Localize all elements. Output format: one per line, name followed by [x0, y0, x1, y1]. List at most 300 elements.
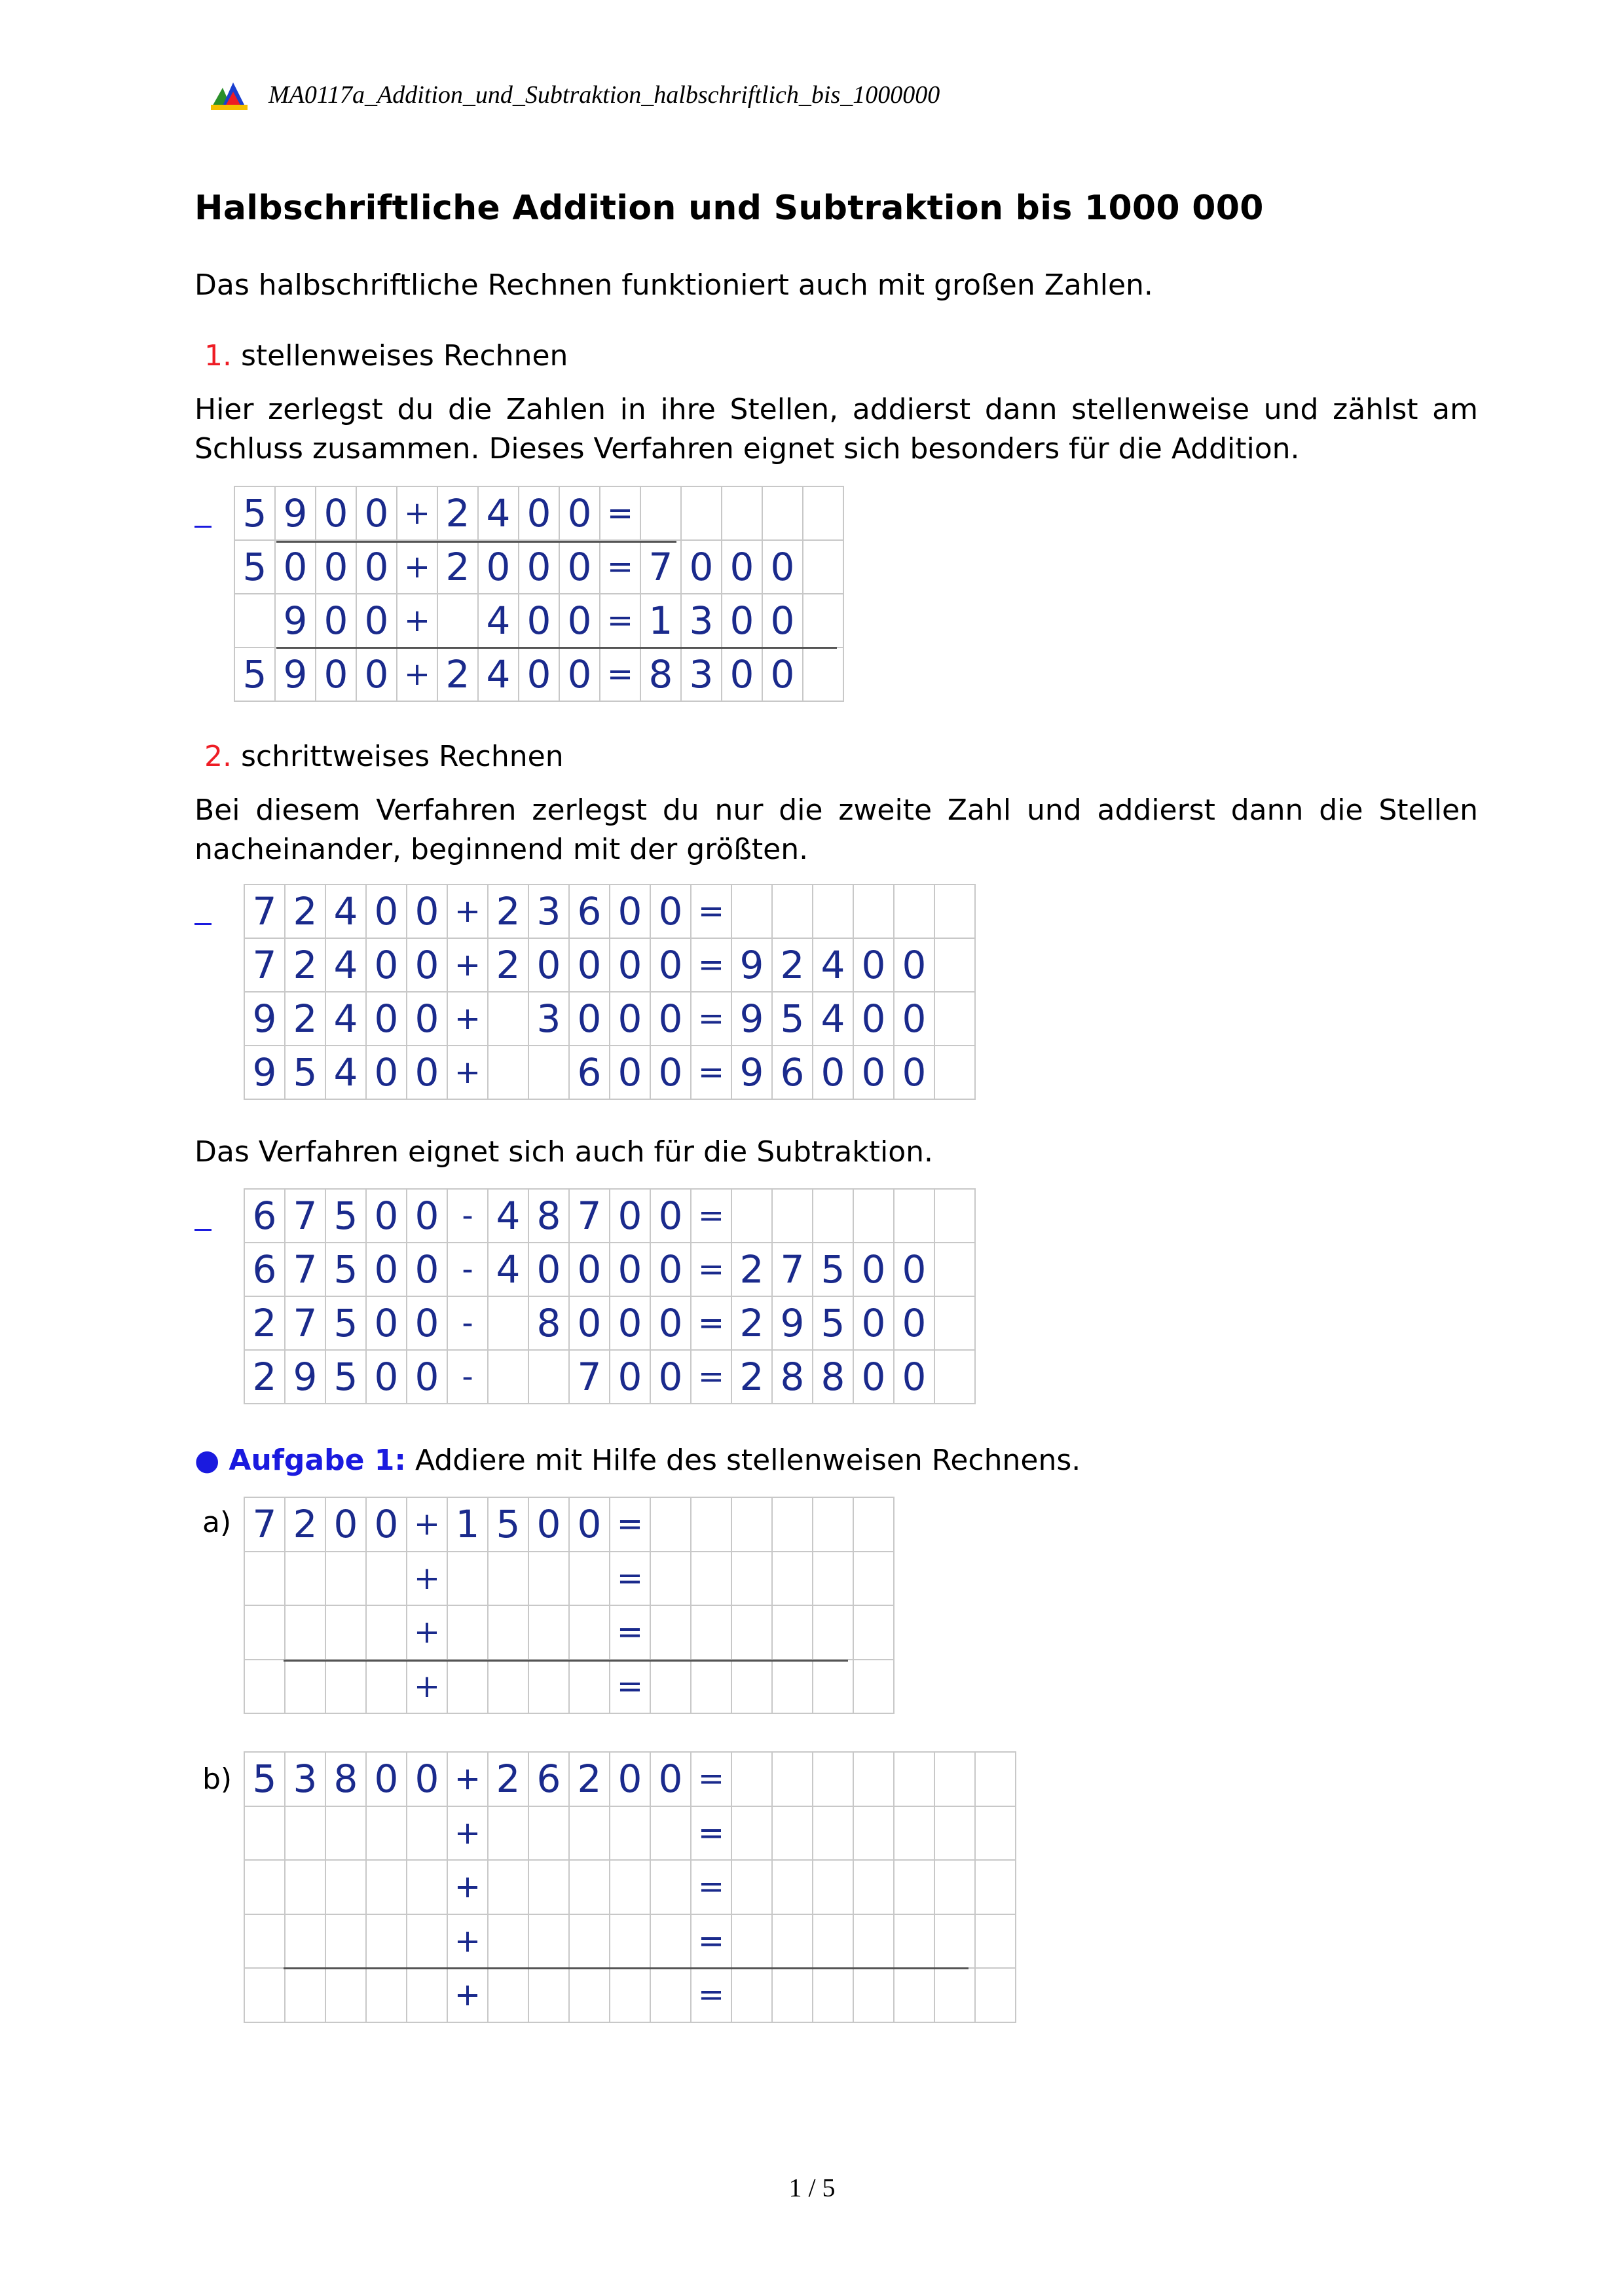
grid-cell-empty[interactable] — [731, 1660, 772, 1714]
grid-cell: 0 — [681, 540, 722, 594]
grid-cell: 0 — [325, 1497, 366, 1552]
grid-cell-empty[interactable] — [650, 1552, 691, 1606]
grid-cell-empty[interactable] — [894, 1914, 934, 1969]
grid-cell-empty[interactable] — [447, 1552, 488, 1606]
grid-cell-empty[interactable] — [853, 1752, 894, 1806]
grid-row — [244, 1860, 1016, 1914]
grid-cell: 0 — [316, 594, 356, 647]
section-1-title: stellenweises Rechnen — [240, 339, 568, 373]
grid-cell: 1 — [640, 594, 681, 647]
grid-cell-empty[interactable] — [488, 1860, 528, 1914]
grid-cell: 3 — [681, 647, 722, 701]
grid-cell-empty — [234, 594, 275, 647]
grid-cell: 6 — [244, 1189, 285, 1243]
grid-cell: 8 — [528, 1296, 569, 1350]
grid-cell-empty[interactable] — [610, 1860, 650, 1914]
section-2-heading — [204, 737, 564, 776]
section-1-text-line-1: Hier zerlegst du die Zahlen in ihre Stellen, addierst dann stellenweise und zählst am — [194, 393, 1478, 426]
grid-cell-empty[interactable] — [731, 1497, 772, 1552]
grid-cell-empty[interactable] — [731, 1860, 772, 1914]
grid-cell: 2 — [731, 1296, 772, 1350]
grid-cell-empty[interactable] — [244, 1806, 285, 1861]
grid-cell: - — [447, 1243, 488, 1296]
grid-cell-empty[interactable] — [934, 1806, 975, 1861]
grid-cell: 4 — [325, 992, 366, 1046]
grid-cell-empty[interactable] — [407, 1968, 447, 2022]
aufgabe-1-text: Addiere mit Hilfe des stellenweisen Rechnens. — [415, 1444, 1081, 1477]
grid-cell-empty[interactable] — [488, 1914, 528, 1969]
grid-cell: + — [407, 1552, 447, 1606]
grid-cell: 0 — [407, 938, 447, 992]
grid-cell-empty[interactable] — [894, 1968, 934, 2022]
grid-cell-empty — [813, 884, 853, 938]
grid-cell-empty[interactable] — [772, 1806, 813, 1861]
grid-cell: = — [691, 884, 731, 938]
grid-cell: = — [691, 992, 731, 1046]
grid-cell-empty[interactable] — [772, 1552, 813, 1606]
grid-cell-empty[interactable] — [853, 1660, 894, 1714]
grid-cell-empty[interactable] — [407, 1860, 447, 1914]
grid-cell-empty[interactable] — [447, 1660, 488, 1714]
grid-cell-empty — [731, 884, 772, 938]
grid-cell: = — [610, 1605, 650, 1660]
grid-cell: 0 — [519, 486, 559, 540]
grid-cell-empty[interactable] — [285, 1552, 325, 1606]
aufgabe-1-instruction — [194, 1441, 1478, 1480]
grid-cell: 8 — [813, 1350, 853, 1404]
grid-cell-empty[interactable] — [650, 1968, 691, 2022]
grid-cell-empty[interactable] — [366, 1860, 407, 1914]
grid-cell-empty[interactable] — [244, 1968, 285, 2022]
margin-marker — [194, 923, 212, 925]
grid-cell-empty[interactable] — [285, 1860, 325, 1914]
grid-cell: 0 — [366, 1189, 407, 1243]
grid-cell-empty[interactable] — [325, 1806, 366, 1861]
grid-cell-empty[interactable] — [488, 1660, 528, 1714]
grid-cell-empty[interactable] — [488, 1968, 528, 2022]
grid-cell: 0 — [569, 1497, 610, 1552]
grid-cell: + — [447, 1806, 488, 1861]
grid-cell-empty — [803, 486, 843, 540]
grid-cell: 0 — [650, 1752, 691, 1806]
separator-line — [276, 541, 676, 543]
grid-cell: 0 — [853, 1046, 894, 1099]
grid-cell-empty[interactable] — [772, 1752, 813, 1806]
grid-table — [244, 1188, 976, 1404]
grid-cell: 4 — [488, 1189, 528, 1243]
grid-cell: + — [447, 938, 488, 992]
grid-cell-empty — [488, 992, 528, 1046]
grid-cell-empty[interactable] — [488, 1552, 528, 1606]
grid-cell: 0 — [316, 647, 356, 701]
grid-cell: 9 — [244, 1046, 285, 1099]
grid-cell-empty[interactable] — [813, 1860, 853, 1914]
grid-cell-empty[interactable] — [975, 1806, 1016, 1861]
grid-cell: = — [691, 1189, 731, 1243]
grid-cell-empty[interactable] — [894, 1752, 934, 1806]
grid-cell: 6 — [772, 1046, 813, 1099]
grid-cell: + — [447, 1914, 488, 1969]
grid-cell-empty — [894, 884, 934, 938]
grid-cell: 0 — [528, 1497, 569, 1552]
grid-cell-empty[interactable] — [975, 1914, 1016, 1969]
grid-cell-empty[interactable] — [366, 1552, 407, 1606]
grid-cell: 0 — [407, 884, 447, 938]
grid-cell-empty[interactable] — [731, 1914, 772, 1969]
grid-cell-empty[interactable] — [244, 1660, 285, 1714]
grid-cell-empty[interactable] — [975, 1968, 1016, 2022]
grid-cell: 6 — [528, 1752, 569, 1806]
grid-cell-empty[interactable] — [772, 1968, 813, 2022]
grid-cell: = — [691, 1243, 731, 1296]
grid-cell: 4 — [325, 938, 366, 992]
subtraction-note: Das Verfahren eignet sich auch für die Subtraktion. — [194, 1135, 934, 1169]
grid-cell: 0 — [762, 540, 803, 594]
grid-cell-empty[interactable] — [894, 1860, 934, 1914]
grid-cell-empty[interactable] — [853, 1914, 894, 1969]
grid-cell: 5 — [234, 540, 275, 594]
grid-cell: 0 — [366, 1243, 407, 1296]
grid-cell-empty — [488, 1296, 528, 1350]
intro-text: Das halbschriftliche Rechnen funktioniert auch mit großen Zahlen. — [194, 268, 1153, 302]
grid-cell-empty — [803, 540, 843, 594]
grid-cell: 0 — [366, 1296, 407, 1350]
grid-cell-empty[interactable] — [366, 1605, 407, 1660]
grid-cell: 0 — [650, 992, 691, 1046]
grid-cell-empty[interactable] — [325, 1914, 366, 1969]
grid-cell: 2 — [285, 992, 325, 1046]
grid-row — [244, 1046, 975, 1099]
exercise-a-grid[interactable] — [244, 1497, 895, 1714]
grid-cell: = — [691, 1752, 731, 1806]
grid-cell: 0 — [610, 938, 650, 992]
grid-cell-empty[interactable] — [813, 1914, 853, 1969]
grid-cell: + — [447, 1046, 488, 1099]
grid-cell-empty[interactable] — [853, 1968, 894, 2022]
grid-cell-empty[interactable] — [488, 1806, 528, 1861]
grid-cell-empty[interactable] — [366, 1660, 407, 1714]
grid-cell: 5 — [234, 647, 275, 701]
grid-cell: 4 — [813, 938, 853, 992]
grid-cell: 0 — [407, 1350, 447, 1404]
grid-cell-empty[interactable] — [325, 1552, 366, 1606]
grid-cell: 0 — [813, 1046, 853, 1099]
grid-cell: 2 — [488, 1752, 528, 1806]
grid-cell-empty[interactable] — [934, 1860, 975, 1914]
grid-cell: = — [600, 540, 640, 594]
grid-cell: 4 — [813, 992, 853, 1046]
grid-cell-empty[interactable] — [285, 1968, 325, 2022]
grid-cell: 0 — [650, 1046, 691, 1099]
bullet: ● — [194, 1444, 220, 1477]
grid-cell-empty — [528, 1046, 569, 1099]
grid-cell-empty[interactable] — [853, 1605, 894, 1660]
grid-cell-empty — [731, 1189, 772, 1243]
grid-cell-empty[interactable] — [772, 1914, 813, 1969]
grid-cell-empty[interactable] — [813, 1497, 853, 1552]
grid-cell-empty[interactable] — [813, 1806, 853, 1861]
grid-cell-empty — [934, 1350, 975, 1404]
grid-cell-empty[interactable] — [610, 1914, 650, 1969]
grid-cell-empty[interactable] — [813, 1660, 853, 1714]
exercise-b-grid[interactable] — [244, 1751, 1016, 2023]
grid-cell: 4 — [478, 647, 519, 701]
grid-cell-empty[interactable] — [244, 1860, 285, 1914]
grid-cell: 5 — [325, 1296, 366, 1350]
grid-cell-empty[interactable] — [285, 1605, 325, 1660]
grid-cell-empty[interactable] — [772, 1860, 813, 1914]
grid-cell: 0 — [356, 486, 397, 540]
grid-cell: + — [397, 486, 437, 540]
grid-cell: 0 — [407, 1296, 447, 1350]
grid-cell: - — [447, 1296, 488, 1350]
grid-cell-empty[interactable] — [731, 1752, 772, 1806]
grid-cell: 5 — [813, 1296, 853, 1350]
grid-cell-empty[interactable] — [691, 1552, 731, 1606]
grid-cell-empty[interactable] — [731, 1552, 772, 1606]
grid-cell: 6 — [244, 1243, 285, 1296]
grid-cell: 0 — [528, 938, 569, 992]
grid-cell-empty[interactable] — [650, 1806, 691, 1861]
grid-cell-empty[interactable] — [285, 1806, 325, 1861]
grid-cell-empty[interactable] — [407, 1806, 447, 1861]
section-1-text-line-2: Schluss zusammen. Dieses Verfahren eignet sich besonders für die Addition. — [194, 432, 1300, 465]
grid-cell: + — [397, 647, 437, 701]
grid-cell-empty — [772, 1189, 813, 1243]
grid-cell: 5 — [234, 486, 275, 540]
grid-cell-empty[interactable] — [488, 1605, 528, 1660]
grid-cell-empty[interactable] — [325, 1968, 366, 2022]
part-a-label: a) — [202, 1506, 232, 1539]
grid-cell: 0 — [356, 540, 397, 594]
grid-cell: 0 — [275, 540, 316, 594]
grid-row — [244, 1914, 1016, 1969]
sum-line — [284, 1660, 848, 1662]
margin-marker — [194, 526, 212, 528]
grid-cell-empty[interactable] — [813, 1752, 853, 1806]
grid-cell-empty[interactable] — [447, 1605, 488, 1660]
grid-cell: 7 — [244, 1497, 285, 1552]
grid-cell-empty[interactable] — [813, 1605, 853, 1660]
grid-cell-empty[interactable] — [528, 1968, 569, 2022]
grid-cell-empty[interactable] — [731, 1968, 772, 2022]
grid-cell: + — [397, 594, 437, 647]
grid-cell: 2 — [437, 486, 478, 540]
document-header — [208, 75, 940, 115]
grid-cell: - — [447, 1189, 488, 1243]
grid-cell-empty[interactable] — [650, 1860, 691, 1914]
grid-row — [244, 1497, 894, 1552]
logo-icon — [208, 79, 250, 111]
grid-table — [244, 884, 976, 1100]
grid-cell-empty[interactable] — [407, 1914, 447, 1969]
grid-cell-empty[interactable] — [731, 1806, 772, 1861]
grid-cell: 0 — [610, 1189, 650, 1243]
grid-cell: 4 — [325, 1046, 366, 1099]
grid-cell-empty[interactable] — [528, 1806, 569, 1861]
grid-row — [234, 486, 843, 540]
grid-cell: 7 — [285, 1243, 325, 1296]
grid-cell-empty[interactable] — [244, 1914, 285, 1969]
grid-cell-empty[interactable] — [934, 1914, 975, 1969]
grid-cell: 0 — [519, 594, 559, 647]
grid-cell: 0 — [610, 1752, 650, 1806]
grid-cell: 0 — [519, 647, 559, 701]
grid-cell: 0 — [894, 1046, 934, 1099]
grid-cell-empty[interactable] — [285, 1914, 325, 1969]
grid-cell: 0 — [722, 540, 762, 594]
grid-cell-empty[interactable] — [853, 1552, 894, 1606]
grid-cell-empty[interactable] — [325, 1660, 366, 1714]
grid-cell-empty — [803, 594, 843, 647]
grid-cell: 7 — [772, 1243, 813, 1296]
grid-cell-empty[interactable] — [853, 1860, 894, 1914]
grid-cell-empty — [934, 1189, 975, 1243]
grid-cell: 0 — [650, 938, 691, 992]
grid-cell-empty[interactable] — [528, 1914, 569, 1969]
grid-cell: + — [447, 992, 488, 1046]
grid-cell: 7 — [640, 540, 681, 594]
grid-cell: = — [610, 1552, 650, 1606]
grid-cell: 0 — [610, 1243, 650, 1296]
grid-cell-empty[interactable] — [853, 1806, 894, 1861]
file-name: MA0117a_Addition_und_Subtraktion_halbschriftlich_bis_1000000 — [268, 81, 940, 109]
grid-cell: 9 — [275, 647, 316, 701]
grid-cell-empty[interactable] — [528, 1605, 569, 1660]
grid-cell: 0 — [610, 992, 650, 1046]
grid-cell: + — [407, 1497, 447, 1552]
grid-cell-empty[interactable] — [691, 1660, 731, 1714]
grid-cell-empty — [813, 1189, 853, 1243]
grid-table — [244, 1497, 895, 1714]
grid-cell: 3 — [681, 594, 722, 647]
grid-cell-empty[interactable] — [244, 1552, 285, 1606]
grid-cell-empty — [762, 486, 803, 540]
grid-cell: = — [691, 1296, 731, 1350]
grid-cell-empty[interactable] — [569, 1968, 610, 2022]
grid-cell-empty[interactable] — [813, 1968, 853, 2022]
grid-row — [244, 1660, 894, 1714]
grid-cell: = — [691, 1914, 731, 1969]
section-2-text-line-1: Bei diesem Verfahren zerlegst du nur die zweite Zahl und addierst dann die Stellen — [194, 793, 1478, 827]
grid-cell: + — [407, 1660, 447, 1714]
grid-cell: = — [610, 1497, 650, 1552]
grid-cell: 8 — [528, 1189, 569, 1243]
grid-cell: 5 — [488, 1497, 528, 1552]
grid-cell-empty[interactable] — [366, 1914, 407, 1969]
margin-marker — [194, 1229, 212, 1231]
grid-cell-empty[interactable] — [528, 1660, 569, 1714]
grid-cell-empty[interactable] — [610, 1968, 650, 2022]
grid-cell-empty[interactable] — [731, 1605, 772, 1660]
grid-cell: 0 — [610, 1350, 650, 1404]
page-title: Halbschriftliche Addition und Subtraktion bis 1000 000 — [194, 189, 1264, 228]
grid-cell-empty[interactable] — [366, 1968, 407, 2022]
grid-cell-empty[interactable] — [528, 1552, 569, 1606]
grid-cell-empty[interactable] — [610, 1806, 650, 1861]
grid-cell-empty[interactable] — [975, 1752, 1016, 1806]
grid-cell-empty[interactable] — [934, 1752, 975, 1806]
section-2-title: schrittweises Rechnen — [240, 740, 564, 773]
grid-cell: 7 — [285, 1296, 325, 1350]
grid-cell-empty[interactable] — [650, 1605, 691, 1660]
grid-cell: 1 — [447, 1497, 488, 1552]
grid-cell-empty[interactable] — [528, 1860, 569, 1914]
grid-cell: = — [691, 1806, 731, 1861]
grid-cell: 3 — [528, 992, 569, 1046]
grid-cell-empty[interactable] — [244, 1605, 285, 1660]
grid-cell: + — [447, 1968, 488, 2022]
grid-cell: + — [407, 1605, 447, 1660]
grid-cell: 9 — [275, 594, 316, 647]
grid-cell: 0 — [650, 1296, 691, 1350]
grid-cell-empty[interactable] — [569, 1660, 610, 1714]
grid-cell: 0 — [366, 884, 407, 938]
grid-cell: 7 — [244, 884, 285, 938]
grid-cell-empty[interactable] — [325, 1605, 366, 1660]
grid-cell-empty — [681, 486, 722, 540]
grid-cell-empty[interactable] — [691, 1605, 731, 1660]
grid-cell-empty[interactable] — [975, 1860, 1016, 1914]
grid-cell-empty[interactable] — [772, 1497, 813, 1552]
grid-cell-empty[interactable] — [569, 1605, 610, 1660]
grid-cell: 2 — [437, 540, 478, 594]
grid-cell-empty[interactable] — [569, 1860, 610, 1914]
grid-cell: 0 — [610, 884, 650, 938]
grid-cell: 2 — [569, 1752, 610, 1806]
grid-cell-empty[interactable] — [366, 1806, 407, 1861]
grid-cell: 7 — [244, 938, 285, 992]
grid-cell-empty[interactable] — [650, 1660, 691, 1714]
grid-cell-empty[interactable] — [569, 1914, 610, 1969]
grid-cell-empty[interactable] — [650, 1497, 691, 1552]
grid-cell-empty[interactable] — [853, 1497, 894, 1552]
grid-cell-empty[interactable] — [934, 1968, 975, 2022]
grid-cell: 2 — [285, 884, 325, 938]
grid-cell: 0 — [853, 1350, 894, 1404]
grid-cell-empty[interactable] — [894, 1806, 934, 1861]
grid-cell: 2 — [488, 884, 528, 938]
grid-cell: 2 — [731, 1350, 772, 1404]
grid-cell: = — [600, 594, 640, 647]
grid-cell-empty — [934, 992, 975, 1046]
grid-cell: 0 — [316, 486, 356, 540]
grid-cell-empty[interactable] — [772, 1605, 813, 1660]
grid-cell-empty[interactable] — [650, 1914, 691, 1969]
grid-cell: 0 — [366, 1752, 407, 1806]
grid-cell-empty — [488, 1046, 528, 1099]
grid-cell: 6 — [569, 1046, 610, 1099]
grid-cell: 0 — [366, 1046, 407, 1099]
grid-cell-empty[interactable] — [772, 1660, 813, 1714]
grid-cell-empty[interactable] — [813, 1552, 853, 1606]
aufgabe-1-label: Aufgabe 1: — [229, 1444, 406, 1477]
grid-cell-empty[interactable] — [569, 1806, 610, 1861]
grid-cell: 4 — [478, 594, 519, 647]
grid-cell-empty[interactable] — [325, 1860, 366, 1914]
grid-cell: 4 — [488, 1243, 528, 1296]
grid-cell-empty[interactable] — [569, 1552, 610, 1606]
grid-cell: 0 — [894, 1350, 934, 1404]
grid-cell-empty[interactable] — [285, 1660, 325, 1714]
grid-cell: = — [691, 938, 731, 992]
grid-cell: 5 — [244, 1752, 285, 1806]
grid-row — [244, 1350, 975, 1404]
grid-cell-empty[interactable] — [691, 1497, 731, 1552]
grid-cell: 0 — [894, 938, 934, 992]
grid-cell: 5 — [813, 1243, 853, 1296]
grid-cell-empty — [437, 594, 478, 647]
